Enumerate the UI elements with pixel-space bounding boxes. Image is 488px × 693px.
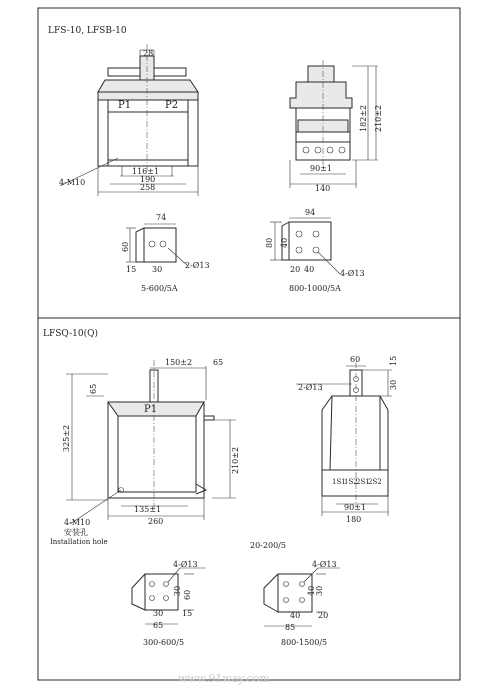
bottom-plate-small-dim-65: 65 <box>153 621 164 630</box>
bottom-front-dim-325: 325±2 <box>62 424 71 452</box>
top-front-dim-28: 28 <box>143 49 154 58</box>
top-plate-small-dim-30: 30 <box>152 265 163 274</box>
top-front-dim-116: 116±1 <box>132 167 160 176</box>
bottom-plate-small-dim-60: 60 <box>183 589 192 600</box>
bottom-front-mount-hole: 4-M10 <box>64 518 91 527</box>
bottom-front-dim-210: 210±2 <box>231 446 240 474</box>
bottom-plate-large-dim-40-upper: 40 <box>307 585 316 596</box>
top-plate-large-dim-80: 80 <box>265 237 274 248</box>
top-side-dim-140: 140 <box>315 184 331 193</box>
bottom-plate-large <box>264 568 340 626</box>
bottom-front-label-p1: P1 <box>144 404 158 415</box>
sheet-border <box>38 8 460 680</box>
top-plate-large-caption: 800-1000/5A <box>289 284 341 293</box>
bottom-front-dim-135: 135±1 <box>134 505 162 514</box>
top-plate-small-dim-60: 60 <box>121 241 130 252</box>
bottom-section-title: LFSQ-10(Q) <box>43 329 98 339</box>
top-plate-small-caption: 5-600/5A <box>141 284 178 293</box>
top-front-view <box>60 44 198 196</box>
top-plate-large-dim-40-left: 40 <box>280 237 289 248</box>
bottom-plate-small-dim-30: 30 <box>153 609 164 618</box>
top-section-title: LFS-10, LFSB-10 <box>48 26 127 36</box>
bottom-plate-large-caption: 800-1500/5 <box>281 638 328 647</box>
bottom-side-holes: 2-Ø13 <box>298 383 323 392</box>
bottom-front-dim-150: 150±2 <box>165 358 193 367</box>
top-front-label-p2: P2 <box>165 100 179 111</box>
watermark-text: www.91way.com <box>178 672 270 685</box>
bottom-plate-small-dim-15: 15 <box>182 609 193 618</box>
bottom-plate-large-dim-40: 40 <box>290 611 301 620</box>
bottom-front-dim-260: 260 <box>148 517 164 526</box>
bottom-front-mount-hole-cn: 安装孔 <box>64 528 88 537</box>
bottom-side-terminal-1s2: 1S2 <box>344 478 358 486</box>
bottom-plate-large-dim-85: 85 <box>285 623 296 632</box>
bottom-plate-small-dim-30-upper: 30 <box>173 585 182 596</box>
top-plate-large-dim-20: 20 <box>290 265 301 274</box>
bottom-range-caption: 20-200/5 <box>250 541 286 550</box>
top-plate-small-holes: 2-Ø13 <box>185 261 210 270</box>
bottom-plate-small <box>132 568 206 624</box>
bottom-side-dim-15: 15 <box>389 355 398 366</box>
top-plate-small <box>126 224 188 266</box>
bottom-side-terminal-2s1: 2S1 <box>356 478 370 486</box>
top-front-mount-hole: 4-M10 <box>59 178 86 187</box>
bottom-side-dim-180: 180 <box>346 515 362 524</box>
bottom-plate-large-holes: 4-Ø13 <box>312 560 337 569</box>
top-front-label-p1: P1 <box>118 100 132 111</box>
top-side-dim-90: 90±1 <box>310 164 332 173</box>
bottom-side-dim-30: 30 <box>389 379 398 390</box>
bottom-side-terminal-1s1: 1S1 <box>332 478 346 486</box>
top-front-dim-258: 258 <box>140 183 156 192</box>
top-plate-small-dim-74: 74 <box>156 213 167 222</box>
bottom-front-mount-hole-en: Installation hole <box>50 538 108 546</box>
top-plate-large-dim-40-bottom: 40 <box>304 265 315 274</box>
top-side-dim-182: 182±2 <box>359 104 368 132</box>
bottom-front-dim-65-top: 65 <box>213 358 224 367</box>
bottom-side-terminal-2s2: 2S2 <box>368 478 382 486</box>
bottom-side-dim-90: 90±1 <box>344 503 366 512</box>
top-side-dim-210: 210±2 <box>374 104 383 132</box>
bottom-plate-large-dim-30-upper: 30 <box>315 585 324 596</box>
bottom-plate-small-holes: 4-Ø13 <box>173 560 198 569</box>
bottom-plate-small-caption: 300-600/5 <box>143 638 185 647</box>
top-plate-large-dim-94: 94 <box>305 208 316 217</box>
bottom-front-dim-65-left: 65 <box>89 383 98 394</box>
top-plate-small-dim-15: 15 <box>126 265 137 274</box>
top-plate-large-holes: 4-Ø13 <box>340 269 365 278</box>
top-front-dim-190: 190 <box>140 175 156 184</box>
bottom-side-dim-60: 60 <box>350 355 361 364</box>
bottom-plate-large-dim-20: 20 <box>318 611 329 620</box>
